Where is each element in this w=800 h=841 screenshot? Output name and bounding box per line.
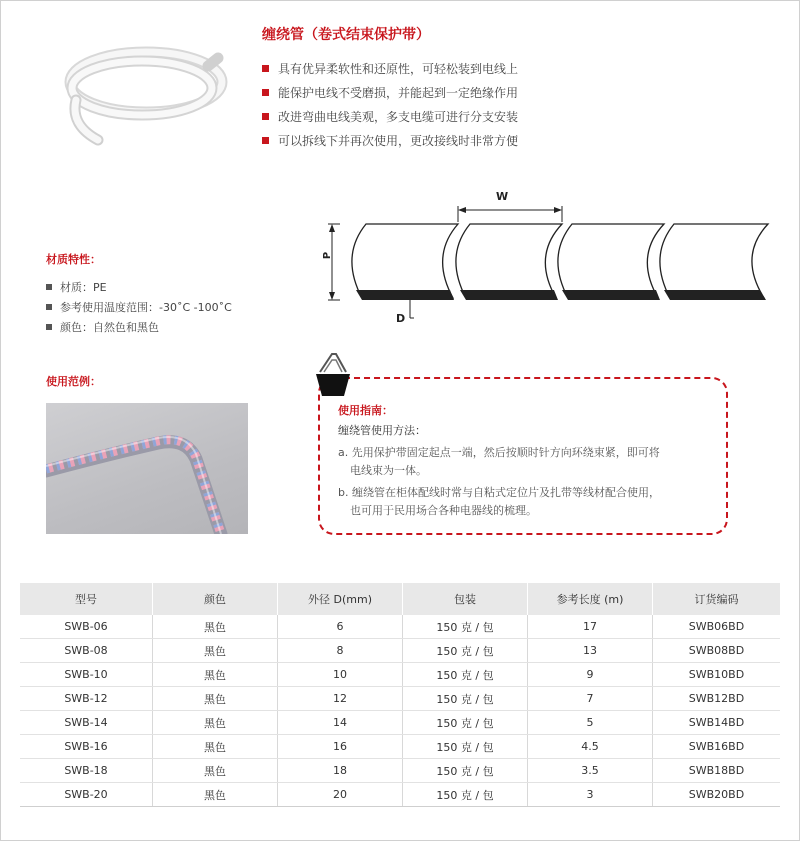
cell-length: 5 <box>528 711 653 735</box>
product-title: 缠绕管（卷式结束保护带） <box>262 27 430 43</box>
cell-color: 黑色 <box>153 783 278 807</box>
cell-order-code: SWB12BD <box>653 687 781 711</box>
cell-color: 黑色 <box>153 735 278 759</box>
bullet-square-icon <box>46 284 52 290</box>
feature-item: 改进弯曲电线美观，多支电缆可进行分支安装 <box>262 108 622 125</box>
bullet-square-icon <box>46 304 52 310</box>
table-row <box>20 711 780 735</box>
cell-package: 150 克 / 包 <box>403 711 528 735</box>
feature-item: 具有优异柔软性和还原性，可轻松装到电线上 <box>262 60 622 77</box>
cell-order-code: SWB08BD <box>653 639 781 663</box>
cell-package: 150 克 / 包 <box>403 759 528 783</box>
guide-step-b-line2: 也可用于民用场合各种电器线的梳理。 <box>350 504 537 517</box>
bullet-square-icon <box>46 324 52 330</box>
feature-item: 能保护电线不受磨损，并能起到一定绝缘作用 <box>262 84 622 101</box>
table-row <box>20 663 780 687</box>
table-row <box>20 687 780 711</box>
cell-diameter: 16 <box>278 735 403 759</box>
bullet-square-icon <box>262 65 269 72</box>
cell-order-code: SWB14BD <box>653 711 781 735</box>
cell-diameter: 14 <box>278 711 403 735</box>
cell-diameter: 18 <box>278 759 403 783</box>
cell-color: 黑色 <box>153 663 278 687</box>
col-header-order-code: 订货编码 <box>653 583 781 615</box>
bullet-square-icon <box>262 137 269 144</box>
cell-length: 7 <box>528 687 653 711</box>
guide-step-a-line2: 电线束为一体。 <box>350 464 427 477</box>
guide-step-b-line1: b. 缠绕管在柜体配线时常与自粘式定位片及扎带等线材配合使用， <box>338 486 660 499</box>
col-header-length: 参考长度 (m) <box>528 583 653 615</box>
dimension-label-w: W <box>496 190 509 203</box>
cell-order-code: SWB20BD <box>653 783 781 807</box>
cell-diameter: 12 <box>278 687 403 711</box>
wrapped-cable-image <box>46 403 248 534</box>
binder-clip-icon <box>312 352 354 398</box>
bullet-square-icon <box>262 89 269 96</box>
spiral-dimension-diagram <box>318 186 778 326</box>
table-row <box>20 783 780 807</box>
cell-package: 150 克 / 包 <box>403 615 528 639</box>
material-heading: 材质特性： <box>46 253 101 266</box>
table-row <box>20 735 780 759</box>
col-header-color: 颜色 <box>153 583 278 615</box>
table-row <box>20 639 780 663</box>
cell-order-code: SWB10BD <box>653 663 781 687</box>
cell-length: 9 <box>528 663 653 687</box>
dimension-label-d: D <box>396 312 406 325</box>
cell-length: 4.5 <box>528 735 653 759</box>
cell-order-code: SWB18BD <box>653 759 781 783</box>
cell-package: 150 克 / 包 <box>403 687 528 711</box>
cell-model: SWB-10 <box>20 663 153 687</box>
cell-color: 黑色 <box>153 615 278 639</box>
cell-model: SWB-16 <box>20 735 153 759</box>
usage-example-heading: 使用范例： <box>46 375 101 388</box>
cell-order-code: SWB06BD <box>653 615 781 639</box>
cell-length: 3 <box>528 783 653 807</box>
cell-model: SWB-14 <box>20 711 153 735</box>
cell-package: 150 克 / 包 <box>403 783 528 807</box>
material-item: 参考使用温度范围：-30˚C -100˚C <box>46 299 232 315</box>
cell-model: SWB-18 <box>20 759 153 783</box>
table-row <box>20 615 780 639</box>
material-item: 材质：PE <box>46 279 107 295</box>
table-row <box>20 759 780 783</box>
cell-model: SWB-20 <box>20 783 153 807</box>
table-header-row <box>20 583 780 615</box>
cell-diameter: 10 <box>278 663 403 687</box>
guide-subtitle: 缠绕管使用方法： <box>338 424 426 437</box>
cell-model: SWB-08 <box>20 639 153 663</box>
cell-color: 黑色 <box>153 687 278 711</box>
cell-length: 13 <box>528 639 653 663</box>
col-header-package: 包装 <box>403 583 528 615</box>
cell-color: 黑色 <box>153 759 278 783</box>
bullet-square-icon <box>262 113 269 120</box>
product-coil-image <box>58 30 228 155</box>
cell-package: 150 克 / 包 <box>403 735 528 759</box>
feature-item: 可以拆线下并再次使用，更改接线时非常方便 <box>262 132 622 149</box>
guide-title: 使用指南： <box>338 404 393 417</box>
dimension-label-p: P <box>322 251 334 260</box>
col-header-diameter: 外径 D(mm) <box>278 583 403 615</box>
cell-length: 17 <box>528 615 653 639</box>
usage-example-photo <box>46 403 248 534</box>
cell-diameter: 20 <box>278 783 403 807</box>
cell-diameter: 8 <box>278 639 403 663</box>
cell-color: 黑色 <box>153 711 278 735</box>
guide-step-a-line1: a. 先用保护带固定起点一端，然后按顺时针方向环绕束紧，即可将 <box>338 446 660 459</box>
cell-color: 黑色 <box>153 639 278 663</box>
cell-diameter: 6 <box>278 615 403 639</box>
cell-package: 150 克 / 包 <box>403 663 528 687</box>
col-header-model: 型号 <box>20 583 153 615</box>
material-item: 颜色：自然色和黑色 <box>46 319 159 335</box>
cell-model: SWB-12 <box>20 687 153 711</box>
cell-package: 150 克 / 包 <box>403 639 528 663</box>
cell-model: SWB-06 <box>20 615 153 639</box>
cell-length: 3.5 <box>528 759 653 783</box>
spec-table <box>20 583 780 807</box>
cell-order-code: SWB16BD <box>653 735 781 759</box>
